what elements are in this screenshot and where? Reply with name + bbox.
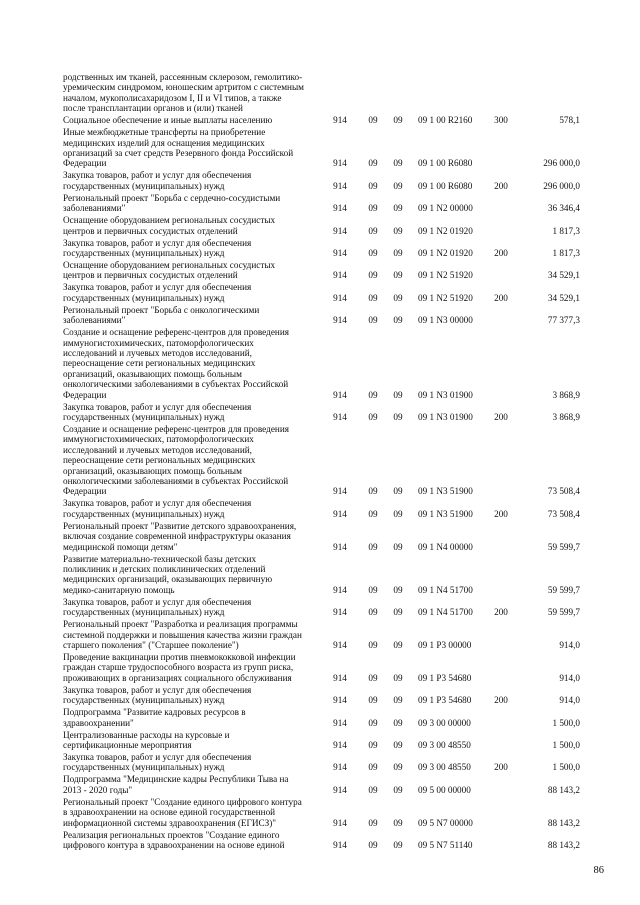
expense-type-code: 200 bbox=[494, 292, 508, 303]
amount: 88 143,2 bbox=[547, 839, 580, 850]
section-code: 09 bbox=[368, 270, 378, 281]
section-code: 09 bbox=[368, 115, 378, 126]
target-article-code: 09 1 N3 00000 bbox=[418, 315, 473, 326]
row-name: Закупка товаров, работ и услуг для обеспечения государственных (муниципальных) нужд bbox=[63, 752, 252, 773]
grbs-code: 914 bbox=[333, 739, 347, 750]
amount: 1 817,3 bbox=[552, 247, 580, 258]
amount: 1 817,3 bbox=[552, 225, 580, 236]
amount: 88 143,2 bbox=[547, 784, 580, 795]
target-article-code: 09 1 N4 00000 bbox=[418, 541, 473, 552]
target-article-code: 09 1 00 R6080 bbox=[418, 180, 473, 191]
section-code: 09 bbox=[368, 180, 378, 191]
section-code: 09 bbox=[368, 717, 378, 728]
subsection-code: 09 bbox=[393, 411, 403, 422]
subsection-code: 09 bbox=[393, 762, 403, 773]
table-row bbox=[0, 597, 640, 618]
row-name: Региональный проект "Борьба с сердечно-сосудистыми заболеваниями" bbox=[63, 192, 281, 214]
section-code: 09 bbox=[368, 584, 378, 595]
subsection-code: 09 bbox=[393, 158, 403, 169]
table-row bbox=[0, 424, 640, 497]
target-article-code: 09 1 00 R6080 bbox=[418, 158, 473, 169]
amount: 3 868,9 bbox=[552, 389, 580, 400]
target-article-code: 09 1 N4 51700 bbox=[418, 607, 473, 618]
row-name: Региональный проект "Создание единого цифрового контура в здравоохранении на основе единой государственной информационной системы здравоохранения (ЕГИСЗ)" bbox=[63, 796, 302, 828]
target-article-code: 09 1 N2 51920 bbox=[418, 292, 473, 303]
amount: 34 529,1 bbox=[547, 292, 580, 303]
table-row bbox=[0, 498, 640, 519]
amount: 59 599,7 bbox=[547, 541, 580, 552]
expense-type-code: 200 bbox=[494, 508, 508, 519]
target-article-code: 09 1 N2 01920 bbox=[418, 247, 473, 258]
grbs-code: 914 bbox=[333, 817, 347, 828]
grbs-code: 914 bbox=[333, 292, 347, 303]
grbs-code: 914 bbox=[333, 315, 347, 326]
grbs-code: 914 bbox=[333, 695, 347, 706]
row-name: Закупка товаров, работ и услуг для обеспечения государственных (муниципальных) нужд bbox=[63, 684, 252, 706]
target-article-code: 09 3 00 00000 bbox=[418, 717, 471, 728]
target-article-code: 09 5 N7 51140 bbox=[418, 839, 473, 850]
table-row bbox=[0, 619, 640, 650]
grbs-code: 914 bbox=[333, 639, 347, 650]
table-row bbox=[0, 115, 640, 125]
table-row bbox=[0, 72, 640, 114]
row-name: Проведение вакцинации против пневмококковой инфекции граждан старше трудоспособного возраста из групп риска, проживающих в организациях социального обслуживания bbox=[63, 652, 296, 683]
subsection-code: 09 bbox=[393, 115, 403, 126]
amount: 36 346,4 bbox=[547, 203, 580, 214]
row-name: Региональный проект "Развитие детского здравоохранения, включая создание современной инфраструктуры оказания медицинской помощи детям" bbox=[63, 520, 297, 552]
row-name: Подпрограмма "Развитие кадровых ресурсов в здравоохранении" bbox=[63, 707, 246, 728]
section-code: 09 bbox=[368, 158, 378, 169]
row-name: Создание и оснащение референс-центров для проведения иммуногистохимических, патоморфологических исследований и лучевых методов исследований, переоснащение сети региональных медицинских организаций, оказывающих помощь больным онкологическими заболеваниями в субъектах Российской Федерации bbox=[63, 327, 289, 400]
row-name: Оснащение оборудованием региональных сосудистых центров и первичных сосудистых отделений bbox=[63, 260, 276, 281]
expense-type-code: 300 bbox=[494, 115, 508, 126]
target-article-code: 09 1 N4 51700 bbox=[418, 584, 473, 595]
row-name: Развитие материально-технической базы детских поликлиник и детских поликлинических отделений медицинских организаций, оказывающих первичную медико-санитарную помощь bbox=[63, 553, 273, 595]
target-article-code: 09 1 P3 54680 bbox=[418, 672, 472, 683]
row-name: Закупка товаров, работ и услуг для обеспечения государственных (муниципальных) нужд bbox=[63, 282, 252, 303]
table-row bbox=[0, 260, 640, 281]
grbs-code: 914 bbox=[333, 203, 347, 214]
row-name: родственных им тканей, рассеянным склерозом, гемолитико- уремическим синдромом, юношеским артритом с системным началом, мукополисахаридозом I, II и VI типов, а также после трансплантации органов и (или) тканей bbox=[63, 72, 304, 114]
section-code: 09 bbox=[368, 839, 378, 850]
grbs-code: 914 bbox=[333, 115, 347, 126]
target-article-code: 09 1 N2 00000 bbox=[418, 203, 473, 214]
subsection-code: 09 bbox=[393, 717, 403, 728]
subsection-code: 09 bbox=[393, 541, 403, 552]
table-row bbox=[0, 193, 640, 214]
table-row bbox=[0, 521, 640, 552]
table-row bbox=[0, 752, 640, 773]
section-code: 09 bbox=[368, 486, 378, 497]
expense-type-code: 200 bbox=[494, 762, 508, 773]
table-row bbox=[0, 170, 640, 191]
amount: 1 500,0 bbox=[552, 717, 580, 728]
grbs-code: 914 bbox=[333, 486, 347, 497]
table-row bbox=[0, 730, 640, 751]
row-name: Региональный проект "Борьба с онкологическими заболеваниями" bbox=[63, 304, 260, 326]
grbs-code: 914 bbox=[333, 270, 347, 281]
subsection-code: 09 bbox=[393, 584, 403, 595]
table-row bbox=[0, 282, 640, 303]
amount: 296 000,0 bbox=[543, 180, 580, 191]
amount: 1 500,0 bbox=[552, 739, 580, 750]
row-name: Закупка товаров, работ и услуг для обеспечения государственных (муниципальных) нужд bbox=[63, 498, 252, 519]
grbs-code: 914 bbox=[333, 180, 347, 191]
row-name: Создание и оснащение референс-центров для проведения иммуногистохимических, патоморфологических исследований и лучевых методов исследований, переоснащение сети региональных медицинских организаций, оказывающих помощь больным онкологическими заболеваниями в субъектах Российской Федерации bbox=[63, 424, 289, 497]
section-code: 09 bbox=[368, 411, 378, 422]
amount: 914,0 bbox=[559, 695, 580, 706]
grbs-code: 914 bbox=[333, 672, 347, 683]
grbs-code: 914 bbox=[333, 247, 347, 258]
row-name: Реализация региональных проектов "Создание единого цифрового контура в здравоохранении на основе единой bbox=[63, 829, 285, 850]
table-row bbox=[0, 707, 640, 728]
grbs-code: 914 bbox=[333, 508, 347, 519]
target-article-code: 09 5 00 00000 bbox=[418, 784, 471, 795]
target-article-code: 09 1 P3 54680 bbox=[418, 695, 472, 706]
target-article-code: 09 1 P3 00000 bbox=[418, 639, 472, 650]
table-row bbox=[0, 685, 640, 706]
row-name: Социальное обеспечение и иные выплаты населению bbox=[63, 115, 273, 126]
target-article-code: 09 1 N3 51900 bbox=[418, 508, 473, 519]
section-code: 09 bbox=[368, 315, 378, 326]
grbs-code: 914 bbox=[333, 158, 347, 169]
row-name: Закупка товаров, работ и услуг для обеспечения государственных (муниципальных) нужд bbox=[63, 170, 252, 191]
amount: 914,0 bbox=[559, 672, 580, 683]
grbs-code: 914 bbox=[333, 389, 347, 400]
amount: 73 508,4 bbox=[547, 486, 580, 497]
amount: 914,0 bbox=[559, 639, 580, 650]
table-row bbox=[0, 327, 640, 400]
table-row bbox=[0, 652, 640, 683]
table-row bbox=[0, 127, 640, 169]
row-name: Закупка товаров, работ и услуг для обеспечения государственных (муниципальных) нужд bbox=[63, 596, 252, 618]
subsection-code: 09 bbox=[393, 607, 403, 618]
section-code: 09 bbox=[368, 247, 378, 258]
subsection-code: 09 bbox=[393, 695, 403, 706]
table-row bbox=[0, 305, 640, 326]
target-article-code: 09 5 N7 00000 bbox=[418, 817, 473, 828]
amount: 59 599,7 bbox=[547, 584, 580, 595]
subsection-code: 09 bbox=[393, 247, 403, 258]
target-article-code: 09 1 N3 01900 bbox=[418, 411, 473, 422]
subsection-code: 09 bbox=[393, 270, 403, 281]
grbs-code: 914 bbox=[333, 717, 347, 728]
row-name: Иные межбюджетные трансферты на приобретение медицинских изделий для оснащения медицинских организаций за счет средств Резервного фонда Российской Федерации bbox=[63, 127, 294, 169]
row-name: Подпрограмма "Медицинские кадры Республики Тыва на 2013 - 2020 годы" bbox=[63, 774, 289, 795]
expense-type-code: 200 bbox=[494, 247, 508, 258]
grbs-code: 914 bbox=[333, 225, 347, 236]
grbs-code: 914 bbox=[333, 584, 347, 595]
subsection-code: 09 bbox=[393, 784, 403, 795]
subsection-code: 09 bbox=[393, 315, 403, 326]
grbs-code: 914 bbox=[333, 762, 347, 773]
page-number: 86 bbox=[593, 865, 604, 876]
section-code: 09 bbox=[368, 508, 378, 519]
table-row bbox=[0, 774, 640, 795]
subsection-code: 09 bbox=[393, 486, 403, 497]
target-article-code: 09 1 N2 01920 bbox=[418, 225, 473, 236]
subsection-code: 09 bbox=[393, 225, 403, 236]
target-article-code: 09 1 N3 51900 bbox=[418, 486, 473, 497]
table-row bbox=[0, 554, 640, 596]
subsection-code: 09 bbox=[393, 292, 403, 303]
amount: 73 508,4 bbox=[547, 508, 580, 519]
subsection-code: 09 bbox=[393, 508, 403, 519]
amount: 1 500,0 bbox=[552, 762, 580, 773]
section-code: 09 bbox=[368, 817, 378, 828]
amount: 578,1 bbox=[559, 115, 580, 126]
expense-type-code: 200 bbox=[494, 607, 508, 618]
subsection-code: 09 bbox=[393, 672, 403, 683]
expense-type-code: 200 bbox=[494, 695, 508, 706]
row-name: Оснащение оборудованием региональных сосудистых центров и первичных сосудистых отделений bbox=[63, 215, 276, 236]
section-code: 09 bbox=[368, 225, 378, 236]
section-code: 09 bbox=[368, 762, 378, 773]
amount: 296 000,0 bbox=[543, 158, 580, 169]
row-name: Централизованные расходы на курсовые и сертификационные мероприятия bbox=[63, 729, 230, 750]
grbs-code: 914 bbox=[333, 607, 347, 618]
target-article-code: 09 1 N3 01900 bbox=[418, 389, 473, 400]
table-row bbox=[0, 238, 640, 259]
subsection-code: 09 bbox=[393, 817, 403, 828]
section-code: 09 bbox=[368, 695, 378, 706]
section-code: 09 bbox=[368, 203, 378, 214]
section-code: 09 bbox=[368, 389, 378, 400]
expense-type-code: 200 bbox=[494, 180, 508, 191]
target-article-code: 09 1 00 R2160 bbox=[418, 115, 473, 126]
subsection-code: 09 bbox=[393, 839, 403, 850]
section-code: 09 bbox=[368, 607, 378, 618]
grbs-code: 914 bbox=[333, 784, 347, 795]
amount: 77 377,3 bbox=[547, 315, 580, 326]
subsection-code: 09 bbox=[393, 639, 403, 650]
section-code: 09 bbox=[368, 739, 378, 750]
subsection-code: 09 bbox=[393, 739, 403, 750]
section-code: 09 bbox=[368, 541, 378, 552]
grbs-code: 914 bbox=[333, 411, 347, 422]
amount: 59 599,7 bbox=[547, 607, 580, 618]
expense-type-code: 200 bbox=[494, 411, 508, 422]
table-row bbox=[0, 797, 640, 828]
subsection-code: 09 bbox=[393, 389, 403, 400]
section-code: 09 bbox=[368, 639, 378, 650]
amount: 34 529,1 bbox=[547, 270, 580, 281]
section-code: 09 bbox=[368, 784, 378, 795]
row-name: Закупка товаров, работ и услуг для обеспечения государственных (муниципальных) нужд bbox=[63, 401, 252, 422]
target-article-code: 09 3 00 48550 bbox=[418, 762, 471, 773]
subsection-code: 09 bbox=[393, 203, 403, 214]
target-article-code: 09 1 N2 51920 bbox=[418, 270, 473, 281]
grbs-code: 914 bbox=[333, 541, 347, 552]
table-row bbox=[0, 830, 640, 851]
grbs-code: 914 bbox=[333, 839, 347, 850]
row-name: Региональный проект "Разработка и реализация программы системной поддержки и повышения качества жизни граждан старшего поколения" ("Старшее поколение") bbox=[63, 619, 302, 650]
table-row bbox=[0, 402, 640, 423]
target-article-code: 09 3 00 48550 bbox=[418, 739, 471, 750]
amount: 88 143,2 bbox=[547, 817, 580, 828]
amount: 3 868,9 bbox=[552, 411, 580, 422]
section-code: 09 bbox=[368, 292, 378, 303]
table-row bbox=[0, 215, 640, 236]
row-name: Закупка товаров, работ и услуг для обеспечения государственных (муниципальных) нужд bbox=[63, 237, 252, 258]
section-code: 09 bbox=[368, 672, 378, 683]
subsection-code: 09 bbox=[393, 180, 403, 191]
